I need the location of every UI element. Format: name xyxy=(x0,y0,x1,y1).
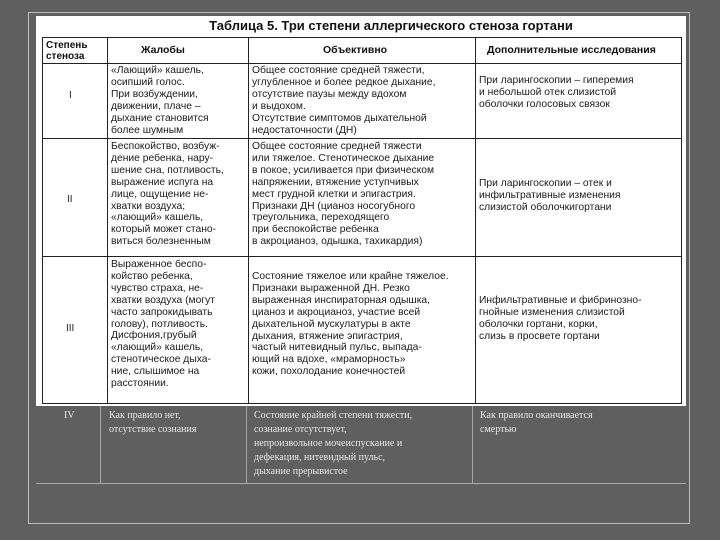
row-2-objective: Общее состояние средней тяжести или тяжелое. Стенотическое дыхание в покое, усиливается при физическом напряжении, втяжение уступчивых мест грудной клетки и эпигастрия. Признаки ДН (цианоз носогубного треугольника, переходящего при беспокойстве ребенка в акроцианоз, одышка, тахикардия) xyxy=(252,141,435,248)
column-divider xyxy=(472,406,473,484)
column-divider xyxy=(246,406,247,484)
row-3-additional: Инфильтративные и фибринозно- гнойные изменения слизистой оболочки гортани, корки, слизь в просвете гортани xyxy=(479,295,642,342)
column-divider xyxy=(248,38,249,403)
header-divider xyxy=(43,63,681,64)
row-divider xyxy=(43,256,681,257)
row-2-complaints: Беспокойство, возбуж- дение ребенка, нару- шение сна, потливость, выражение испуга на лице, ощущение не- хватки воздуха; «лающий» кашель, который может стано- виться болезненным xyxy=(111,141,224,248)
row-4-additional: Как правило оканчивается смертью xyxy=(480,410,593,435)
header-degree: Степень стеноза xyxy=(46,40,88,62)
row-3-degree: III xyxy=(66,323,75,334)
column-divider xyxy=(107,38,108,403)
row-divider xyxy=(36,483,686,484)
column-divider xyxy=(100,406,101,484)
row-2-additional: При ларингоскопии – отек и инфильтративные изменения слизистой оболочкигортани xyxy=(479,178,621,213)
stenosis-table xyxy=(42,37,682,404)
row-1-objective: Общее состояние средней тяжести, углубленное и более редкое дыхание, отсутствие паузы между вдохом и выдохом. Отсутствие симптомов дыхательной недостаточности (ДН) xyxy=(252,65,436,136)
header-complaints: Жалобы xyxy=(141,44,185,56)
row-1-complaints: «Лающий» кашель, осипший голос. При возбуждении, движении, плаче – дыхание становится более шумным xyxy=(111,65,209,136)
row-1-degree: I xyxy=(69,90,72,101)
header-additional: Дополнительные исследования xyxy=(487,44,656,56)
row-3-complaints: Выраженное беспо- койство ребенка, чувство страха, не- хватки воздуха (могут часто запрокидывать голову), потливость. Дисфония,грубый «лающий» кашель, стенотическое дыха- ние, слышимое на расстоянии. xyxy=(111,259,215,390)
row-1-additional: При ларингоскопии – гиперемия и небольшой отек слизистой оболочки голосовых связок xyxy=(479,75,634,110)
scanned-table-image xyxy=(36,16,686,406)
row-4 xyxy=(36,406,686,484)
row-divider xyxy=(43,138,681,139)
table-title: Таблица 5. Три степени аллергического стеноза гортани xyxy=(209,18,573,33)
row-3-objective: Состояние тяжелое или крайне тяжелое. Признаки выраженной ДН. Резко выраженная инспираторная одышка, цианоз и акроцианоз, участие всей дыхательной мускулатуры в акте дыхания, втяжение эпигастрия, частый нитевидный пульс, выпада- ющий на вдохе, «мраморность» кожи, похолодание конечностей xyxy=(252,271,449,378)
row-4-degree: IV xyxy=(64,410,75,421)
row-2-degree: II xyxy=(67,194,73,205)
row-4-objective: Состояние крайней степени тяжести, сознание отсутствует, непроизвольное мочеиспускание и дефекация, нитевидный пульс, дыхание прерывистое xyxy=(254,410,413,477)
column-divider xyxy=(475,38,476,403)
row-4-complaints: Как правило нет, отсутствие сознания xyxy=(109,410,197,435)
header-objective: Объективно xyxy=(323,44,388,56)
